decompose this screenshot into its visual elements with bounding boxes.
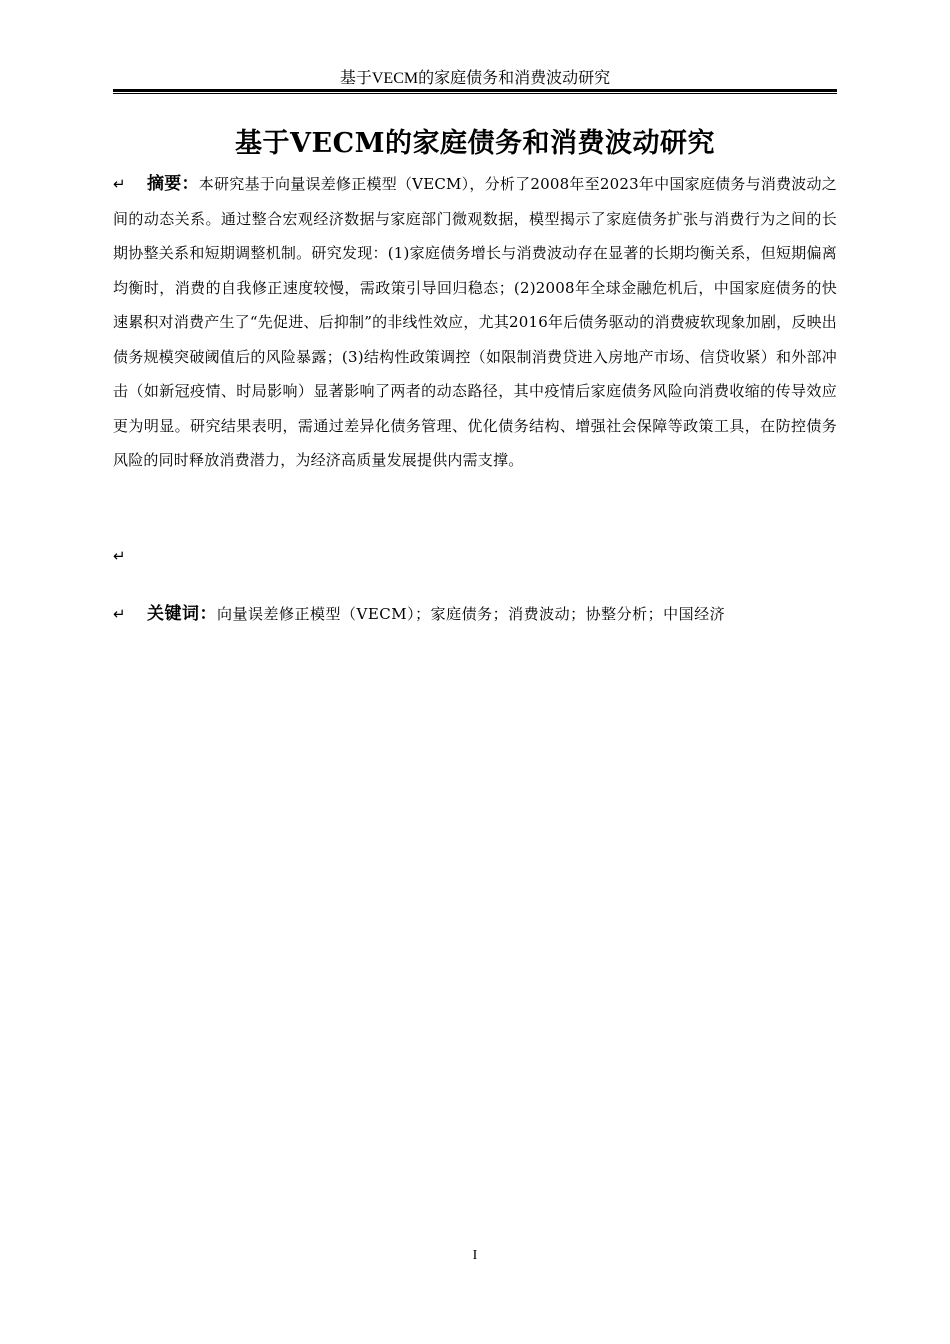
paragraph-mark-icon: ↵	[113, 605, 127, 623]
keywords-paragraph	[113, 600, 837, 628]
running-header: 基于VECM的家庭债务和消费波动研究	[339, 70, 611, 87]
abstract-paragraph	[113, 167, 837, 478]
paragraph-mark-icon: ↵	[113, 547, 126, 565]
keywords-text: 向量误差修正模型（VECM）；家庭债务；消费波动；协整分析；中国经济	[217, 605, 726, 623]
paper-title: 基于VECM的家庭债务和消费波动研究	[235, 128, 715, 159]
keywords-label: 关键词：	[147, 604, 217, 624]
abstract-label: 摘要：	[147, 174, 199, 194]
page-number: I	[472, 1248, 478, 1263]
paragraph-mark-icon: ↵	[113, 175, 126, 193]
abstract-text: 本研究基于向量误差修正模型（VECM），分析了2008年至2023年中国家庭债务与消费波动之间的动态关系。通过整合宏观经济数据与家庭部门微观数据，模型揭示了家庭债务扩张与消费行为之间的长期协整关系和短期调整机制。研究发现：(1)家庭债务增长与消费波动存在显著的长期均衡关系，但短期偏离均衡时，消费的自我修正速度较慢，需政策引导回归稳态；(2)2008年全球金融危机后，中国家庭债务的快速累积对消费产生了“先促进、后抑制”的非线性效应，尤其2016年后债务驱动的消费疲软现象加剧，反映出债务规模突破阈值后的风险暴露；(3)结构性政策调控（如限制消费贷进入房地产市场、信贷收紧）和外部冲击（如新冠疫情、时局影响）显著影响了两者的动态路径，其中疫情后家庭债务风险向消费收缩的传导效应更为明显。研究结果表明，需通过差异化债务管理、优化债务结构、增强社会保障等政策工具，在防控债务风险的同时释放消费潜力，为经济高质量发展提供内需支撑。	[113, 175, 837, 469]
header-rule	[113, 89, 837, 94]
